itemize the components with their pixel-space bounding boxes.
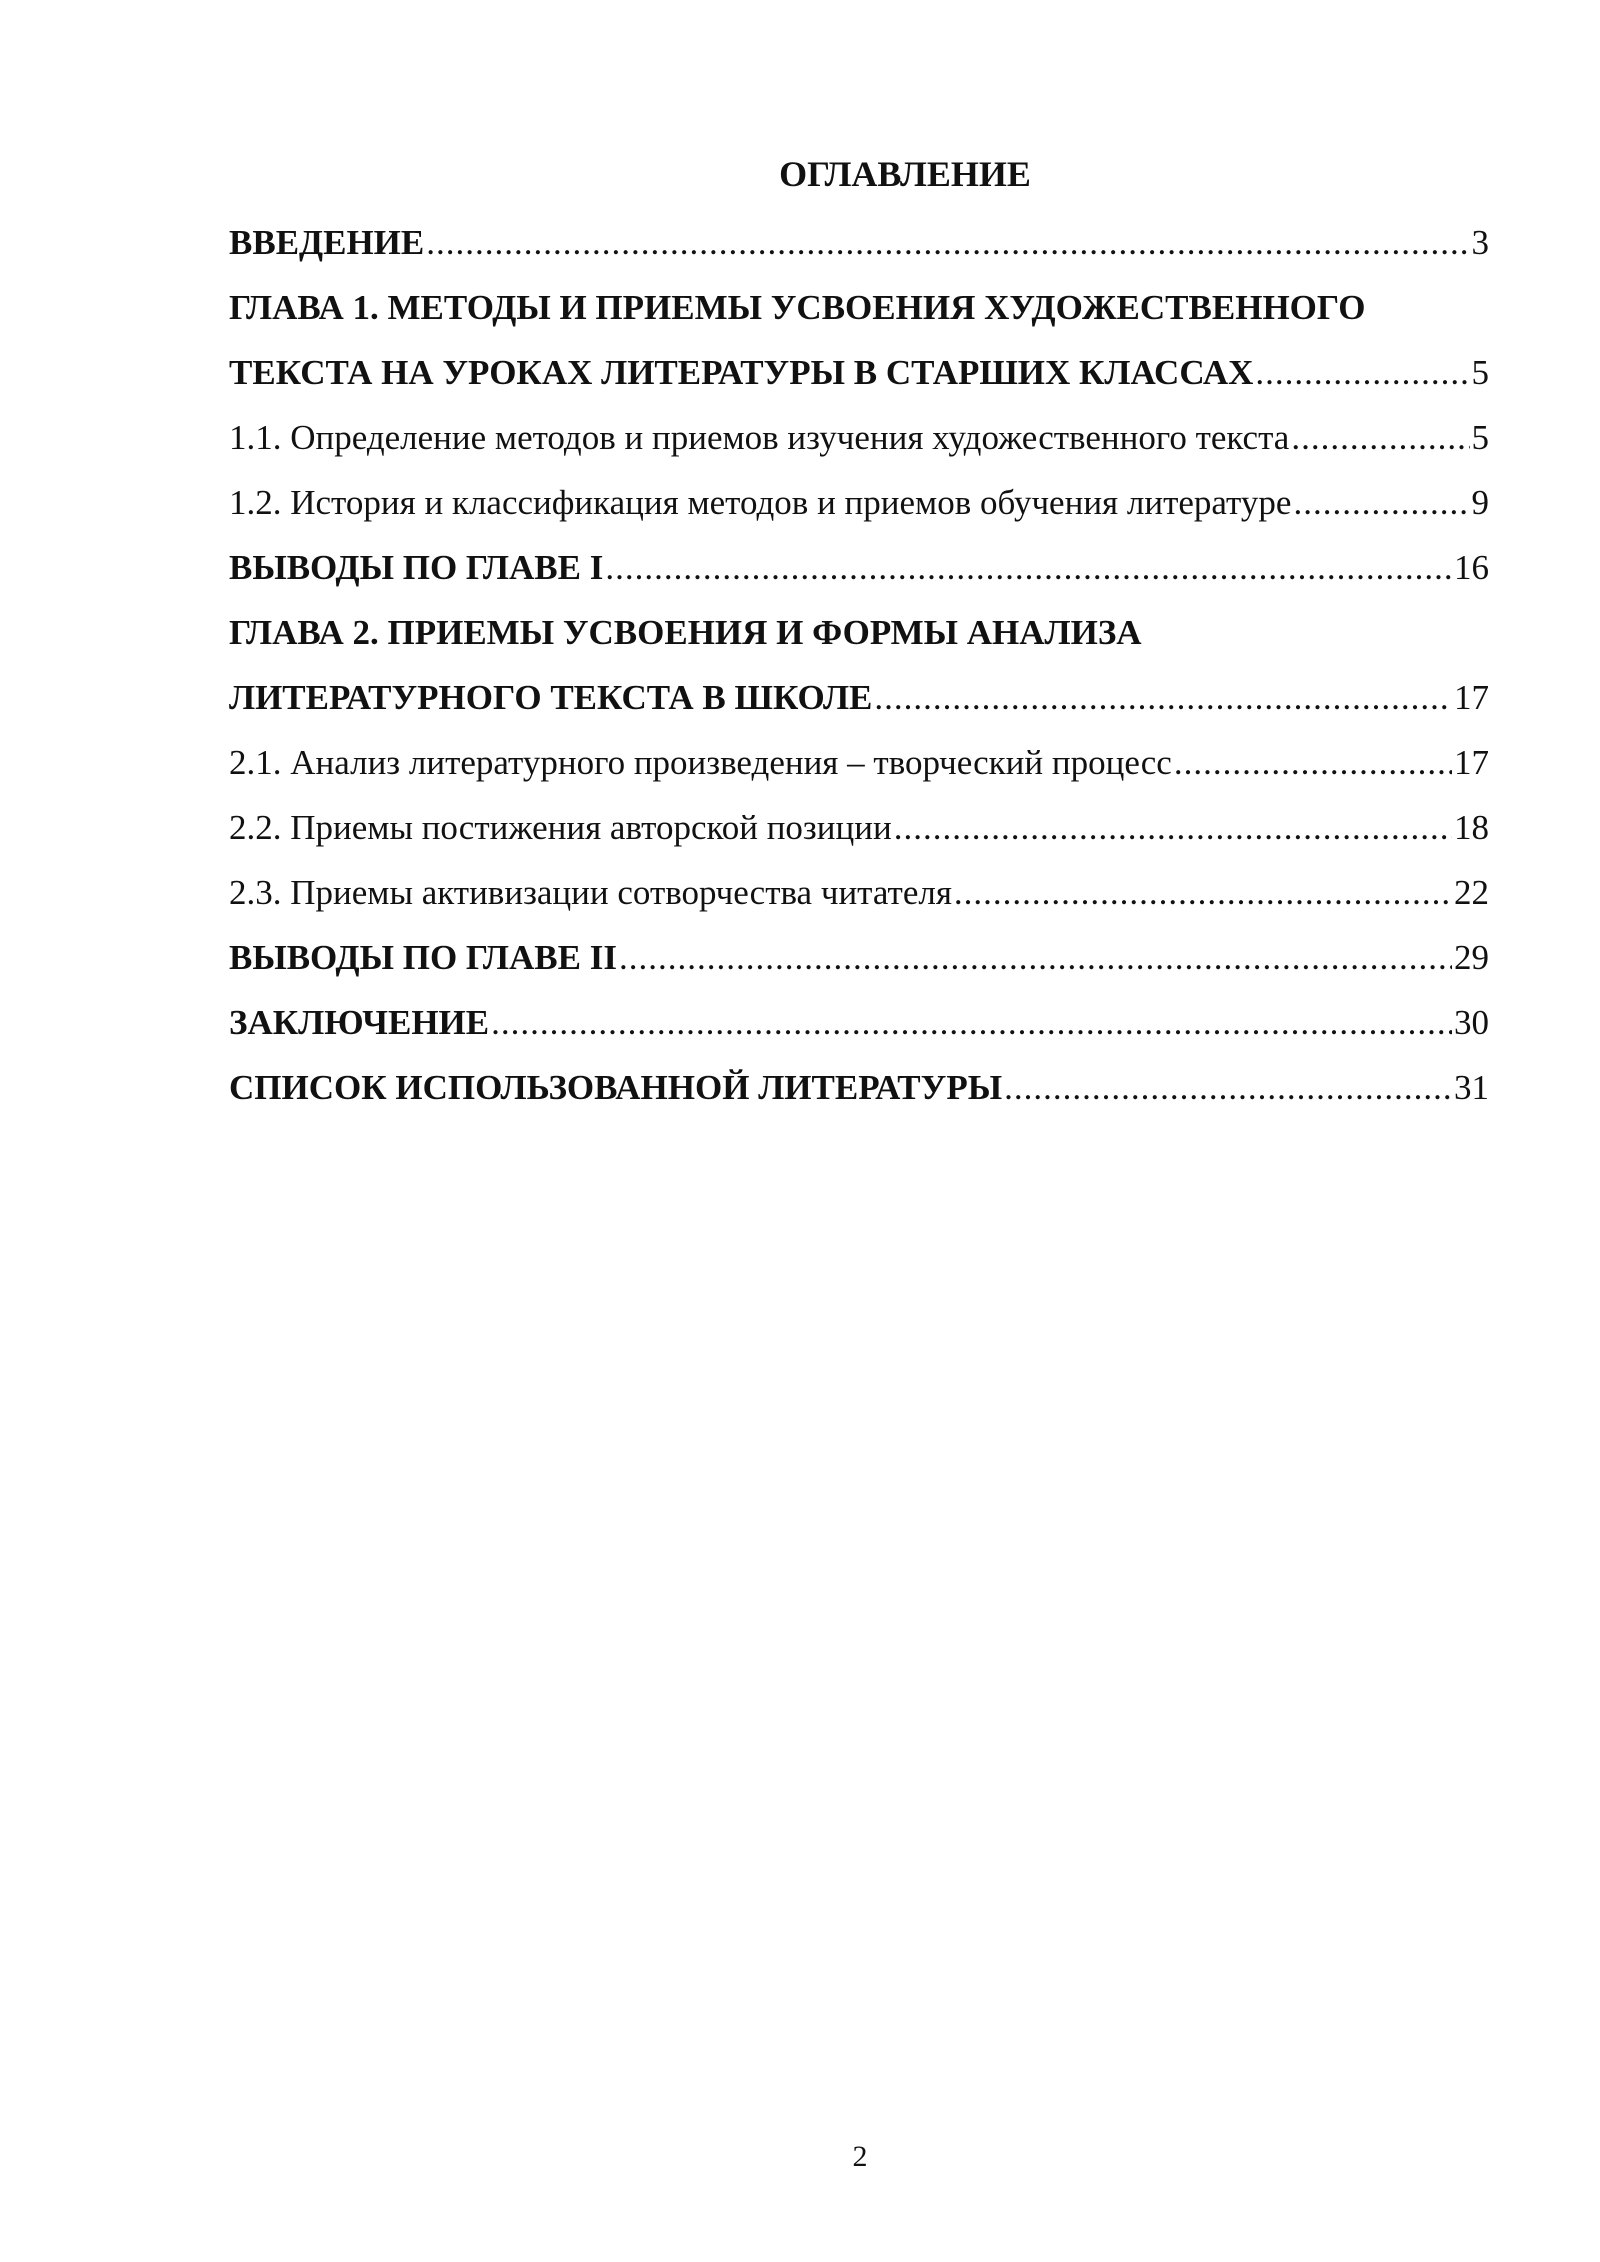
- toc-entry-section-1-1[interactable]: [229, 405, 1489, 470]
- toc-entry-text: 2.2. Приемы постижения авторской позиции: [229, 808, 892, 847]
- page-number: 2: [852, 2140, 868, 2173]
- toc-entry-text: ВВЕДЕНИЕ: [229, 223, 425, 262]
- toc-page-number: 30: [1454, 1003, 1489, 1042]
- toc-entry-chapter-2[interactable]: [229, 600, 1489, 730]
- toc-page-number: 17: [1454, 743, 1489, 782]
- toc-leader-dots: [894, 795, 1452, 860]
- toc-entry-text: ВЫВОДЫ ПО ГЛАВЕ II: [229, 938, 617, 977]
- toc-leader-dots: [1174, 730, 1452, 795]
- toc-page-number: 17: [1454, 678, 1489, 717]
- toc-entry-introduction[interactable]: [229, 210, 1489, 275]
- toc-entry-conclusions-chapter-1[interactable]: [229, 535, 1489, 600]
- toc-entry-bibliography[interactable]: [229, 1055, 1489, 1120]
- toc-page-number: 16: [1454, 548, 1489, 587]
- toc-entry-text: ТЕКСТА НА УРОКАХ ЛИТЕРАТУРЫ В СТАРШИХ КЛАССАХ: [229, 353, 1254, 392]
- toc-leader-dots: [1291, 405, 1469, 470]
- toc-page-number: 18: [1454, 808, 1489, 847]
- toc-leader-dots: [954, 860, 1452, 925]
- toc-entry-text: СПИСОК ИСПОЛЬЗОВАННОЙ ЛИТЕРАТУРЫ: [229, 1068, 1003, 1107]
- toc-entry-text: ВЫВОДЫ ПО ГЛАВЕ I: [229, 548, 604, 587]
- toc-title: ОГЛАВЛЕНИЕ: [779, 154, 1031, 194]
- toc-entry-section-2-1[interactable]: [229, 730, 1489, 795]
- toc-leader-dots: [1255, 340, 1469, 405]
- toc-entry-text: ЗАКЛЮЧЕНИЕ: [229, 1003, 490, 1042]
- toc-page-number: 3: [1471, 223, 1489, 262]
- toc-entry-text: ЛИТЕРАТУРНОГО ТЕКСТА В ШКОЛЕ: [229, 678, 873, 717]
- toc-page-number: 5: [1471, 418, 1489, 457]
- toc-leader-dots: [605, 535, 1452, 600]
- toc-page-number: 31: [1454, 1068, 1489, 1107]
- toc-entry-text: 2.1. Анализ литературного произведения – творческий процесс: [229, 743, 1172, 782]
- toc-leader-dots: [491, 990, 1452, 1055]
- toc-entry-text: 1.1. Определение методов и приемов изучения художественного текста: [229, 418, 1290, 457]
- toc-entry-text: 2.3. Приемы активизации сотворчества читателя: [229, 873, 952, 912]
- toc-entry-text: 1.2. История и классификация методов и приемов обучения литературе: [229, 483, 1292, 522]
- toc-page-number: 5: [1471, 353, 1489, 392]
- toc-leader-dots: [1004, 1055, 1452, 1120]
- toc-entry-section-2-3[interactable]: [229, 860, 1489, 925]
- toc-entry-conclusion[interactable]: [229, 990, 1489, 1055]
- toc-entry-conclusions-chapter-2[interactable]: [229, 925, 1489, 990]
- toc-page-number: 22: [1454, 873, 1489, 912]
- toc-leader-dots: [426, 210, 1469, 275]
- table-of-contents: [229, 210, 1489, 1120]
- toc-entry-section-1-2[interactable]: [229, 470, 1489, 535]
- toc-leader-dots: [619, 925, 1452, 990]
- toc-leader-dots: [1293, 470, 1469, 535]
- toc-entry-chapter-1[interactable]: [229, 275, 1489, 405]
- toc-page-number: 29: [1454, 938, 1489, 977]
- toc-page-number: 9: [1471, 483, 1489, 522]
- toc-entry-section-2-2[interactable]: [229, 795, 1489, 860]
- toc-leader-dots: [874, 665, 1452, 730]
- toc-entry-text-line1: ГЛАВА 2. ПРИЕМЫ УСВОЕНИЯ И ФОРМЫ АНАЛИЗА: [229, 613, 1142, 652]
- toc-entry-text-line1: ГЛАВА 1. МЕТОДЫ И ПРИЕМЫ УСВОЕНИЯ ХУДОЖЕСТВЕННОГО: [229, 288, 1366, 327]
